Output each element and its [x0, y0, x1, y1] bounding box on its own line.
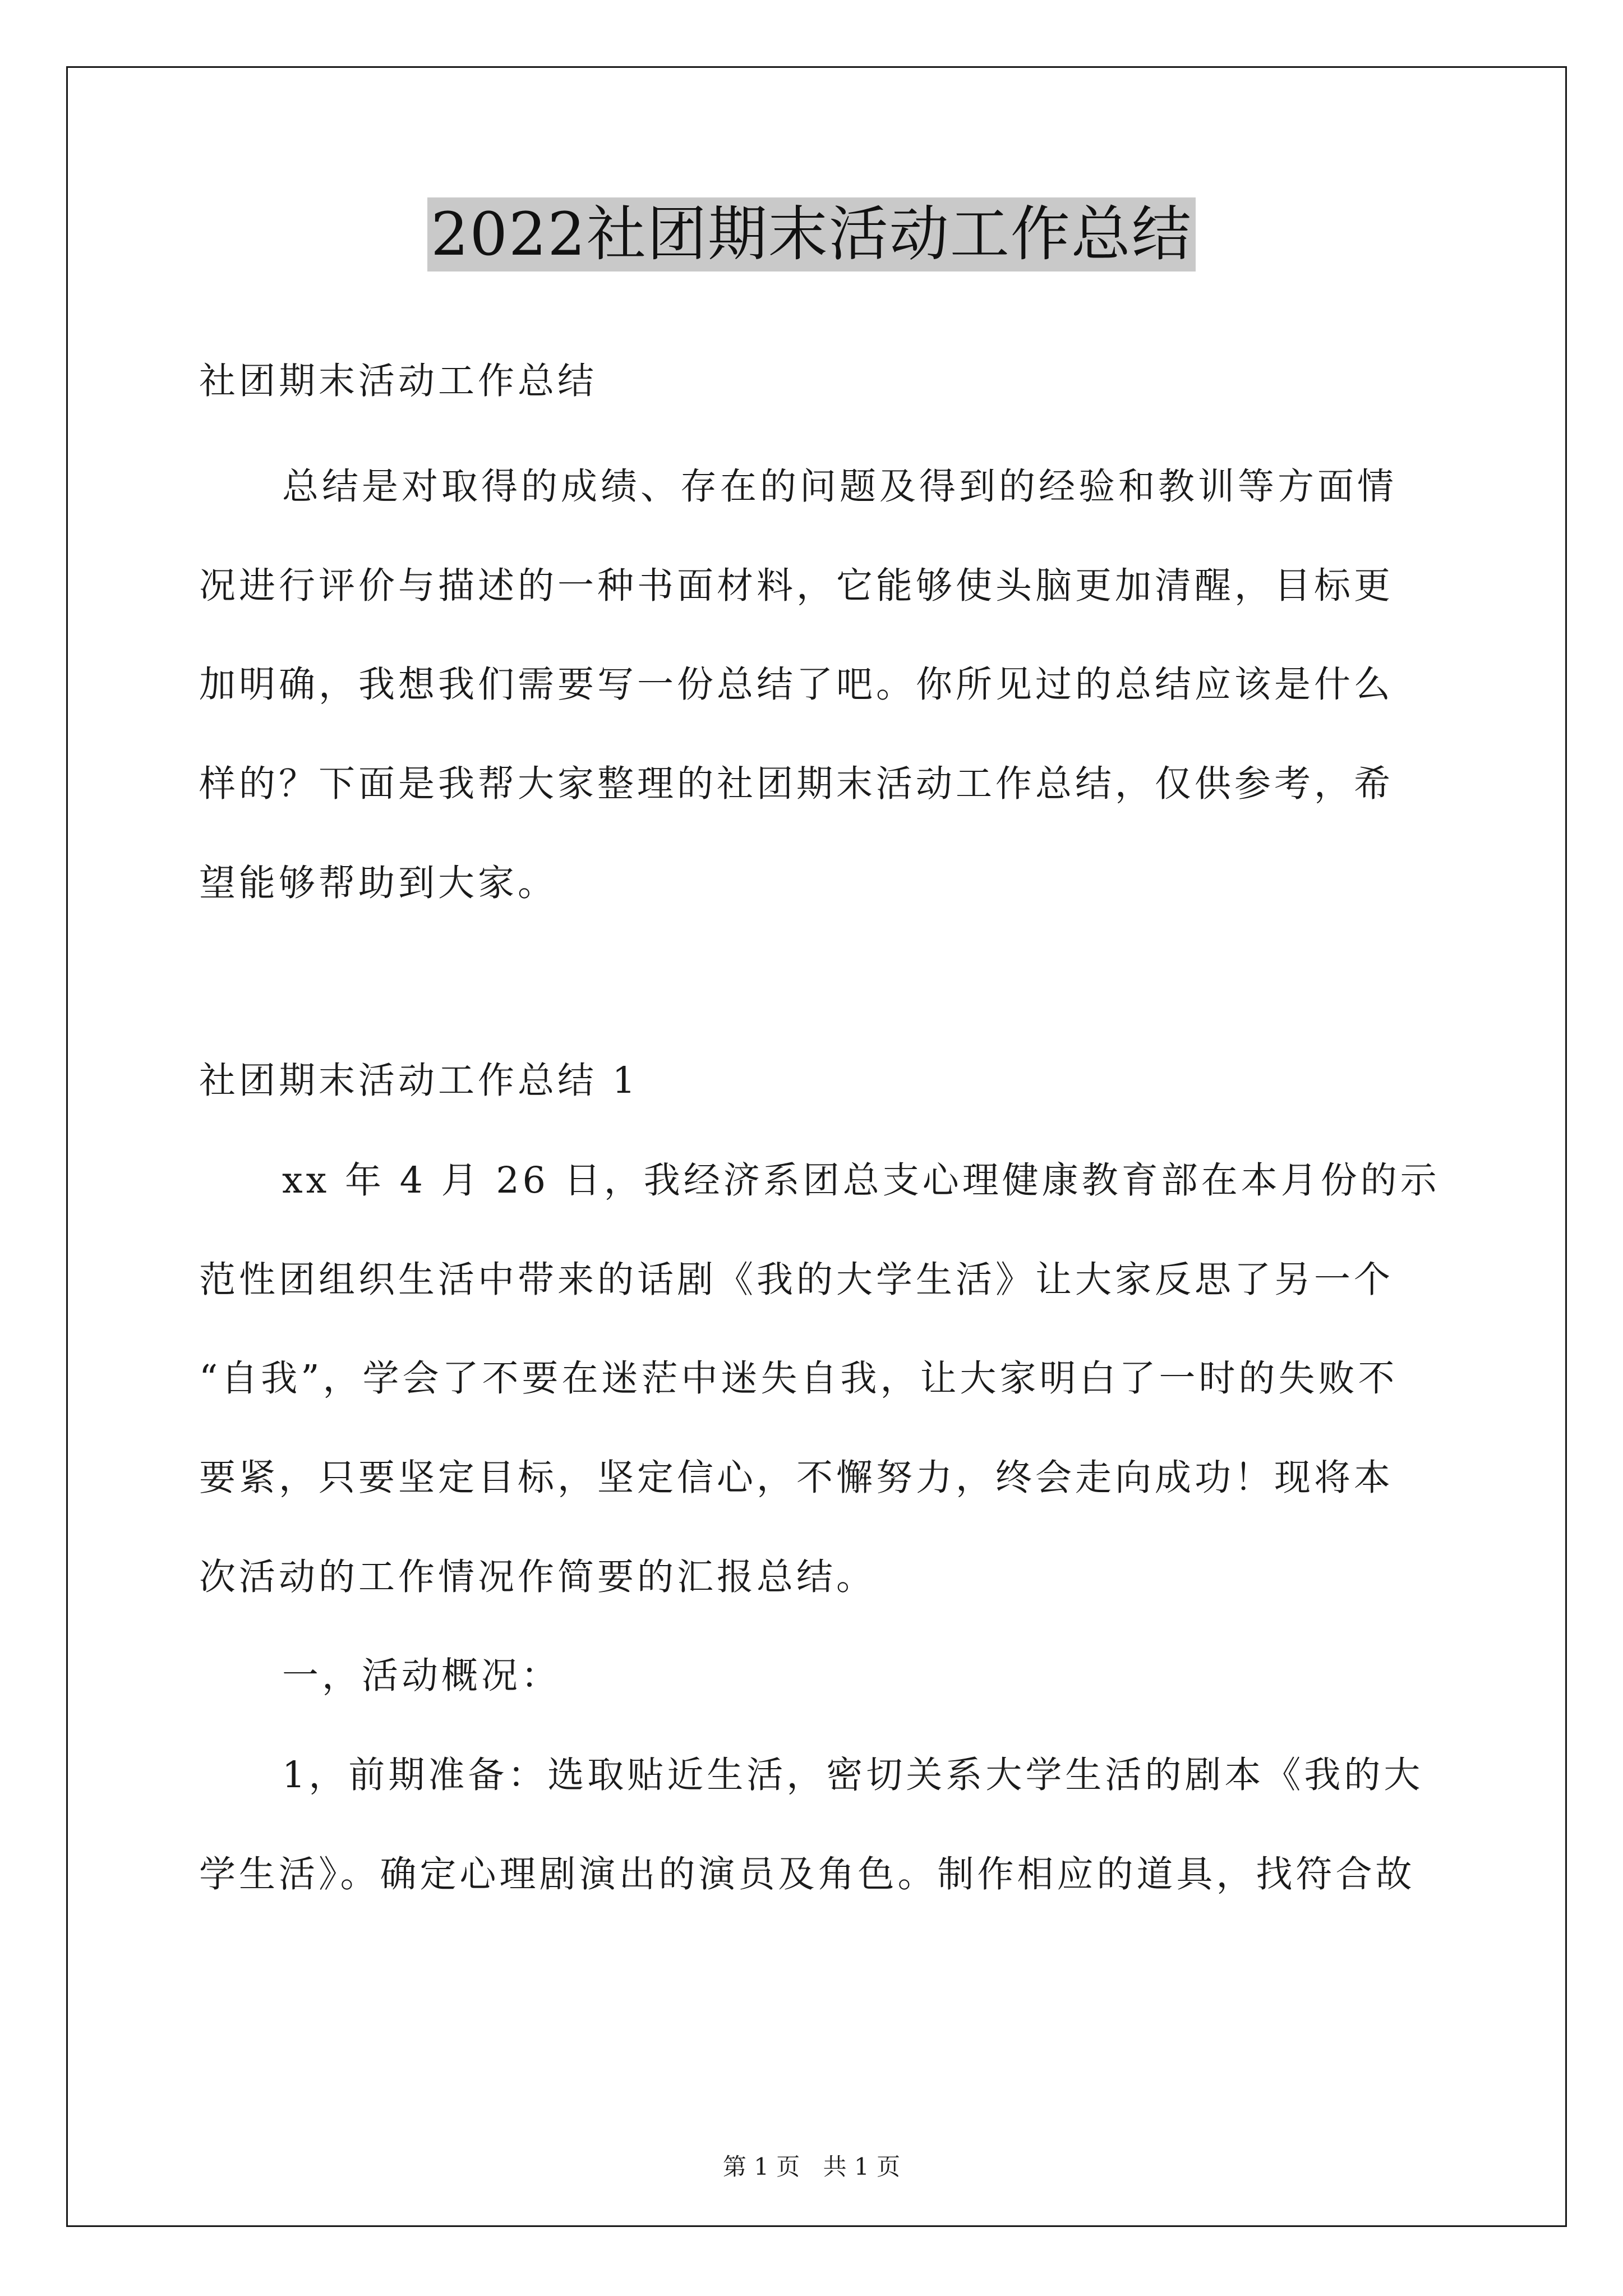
title-wrap — [0, 197, 1623, 272]
intro-line: 加明确，我想我们需要写一份总结了吧。你所见过的总结应该是什么 — [199, 664, 1394, 706]
page-number-total: 共 1 页 — [823, 2153, 901, 2180]
prep-line: 学生活》。确定心理剧演出的演员及角色。制作相应的道具，找符合故 — [199, 1853, 1415, 1895]
section-heading: 社团期末活动工作总结 1 — [199, 1060, 639, 1102]
section-line: 次活动的工作情况作简要的汇报总结。 — [199, 1556, 877, 1598]
subtitle: 社团期末活动工作总结 — [199, 360, 598, 402]
section-line: xx 年 4 月 26 日，我经济系团总支心理健康教育部在本月份的示 — [282, 1159, 1440, 1202]
page-footer — [0, 2153, 1623, 2181]
intro-line: 样的？下面是我帮大家整理的社团期末活动工作总结，仅供参考，希 — [199, 763, 1394, 805]
section-line: 要紧，只要坚定目标，坚定信心，不懈努力，终会走向成功！现将本 — [199, 1457, 1394, 1499]
document-title: 2022社团期末活动工作总结 — [427, 197, 1196, 272]
section-line: 范性团组织生活中带来的话剧《我的大学生活》让大家反思了另一个 — [199, 1259, 1394, 1301]
intro-line: 况进行评价与描述的一种书面材料，它能够使头脑更加清醒，目标更 — [199, 565, 1394, 607]
page-number-current: 第 1 页 — [722, 2153, 800, 2180]
intro-line: 望能够帮助到大家。 — [199, 862, 558, 904]
prep-line: 1，前期准备：选取贴近生活，密切关系大学生活的剧本《我的大 — [282, 1754, 1424, 1796]
overview-heading: 一，活动概况： — [282, 1655, 561, 1697]
section-line: “自我”，学会了不要在迷茫中迷失自我，让大家明白了一时的失败不 — [199, 1358, 1398, 1400]
intro-line: 总结是对取得的成绩、存在的问题及得到的经验和教训等方面情 — [282, 466, 1398, 508]
